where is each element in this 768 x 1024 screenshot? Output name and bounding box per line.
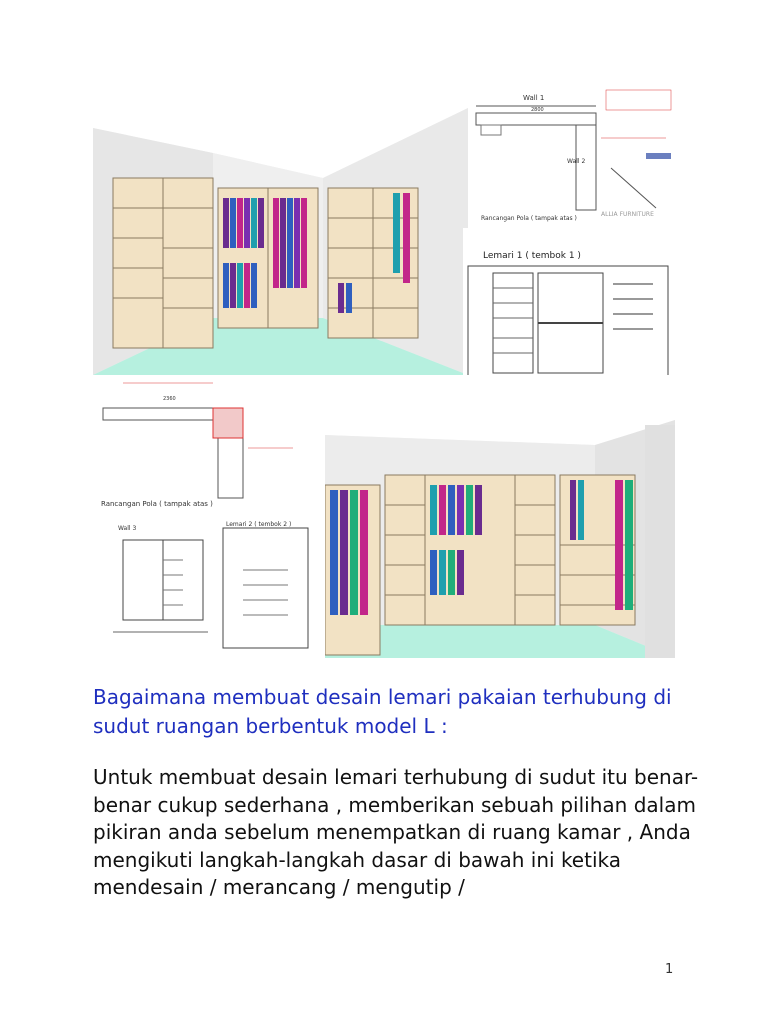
- svg-text:Rancangan Pola ( tampak atas ): Rancangan Pola ( tampak atas ): [101, 500, 213, 508]
- elevation-lemari-1: [463, 228, 675, 378]
- svg-text:Lemari 1 ( tembok 1 ): Lemari 1 ( tembok 1 ): [483, 251, 581, 261]
- wardrobe-illustration-collage: [93, 88, 675, 658]
- svg-text:Lemari 2 ( tembok 2 ): Lemari 2 ( tembok 2 ): [226, 521, 292, 528]
- body-paragraph: Untuk membuat desain lemari terhubung di sudut itu benar-benar cukup sederhana , memberikan sebuah pilihan dalam pikiran anda sebelum menempatkan di ruang kamar , Anda mengikuti langkah-langkah dasar di bawah ini ketika mendesain / merancang / mengutip /: [93, 765, 699, 899]
- plan-view-left: [93, 378, 298, 518]
- svg-text:Wall 2: Wall 2: [567, 158, 586, 165]
- section-heading: Bagaimana membuat desain lemari pakaian terhubung di sudut ruangan berbentuk model L :: [93, 685, 672, 738]
- elevation-small: [93, 520, 323, 658]
- svg-text:ALLIA FURNITURE: ALLIA FURNITURE: [601, 211, 654, 218]
- svg-text:Wall 3: Wall 3: [118, 525, 137, 532]
- svg-text:2800: 2800: [531, 107, 544, 113]
- svg-text:Wall 1: Wall 1: [523, 94, 545, 102]
- page-number: 1: [665, 962, 674, 977]
- wardrobe-render-bottom: [325, 375, 675, 658]
- svg-text:2360: 2360: [163, 396, 176, 402]
- wardrobe-render-top: [93, 88, 468, 375]
- plan-view-top: [471, 88, 675, 223]
- svg-text:Rancangan Pola ( tampak atas ): Rancangan Pola ( tampak atas ): [481, 215, 577, 222]
